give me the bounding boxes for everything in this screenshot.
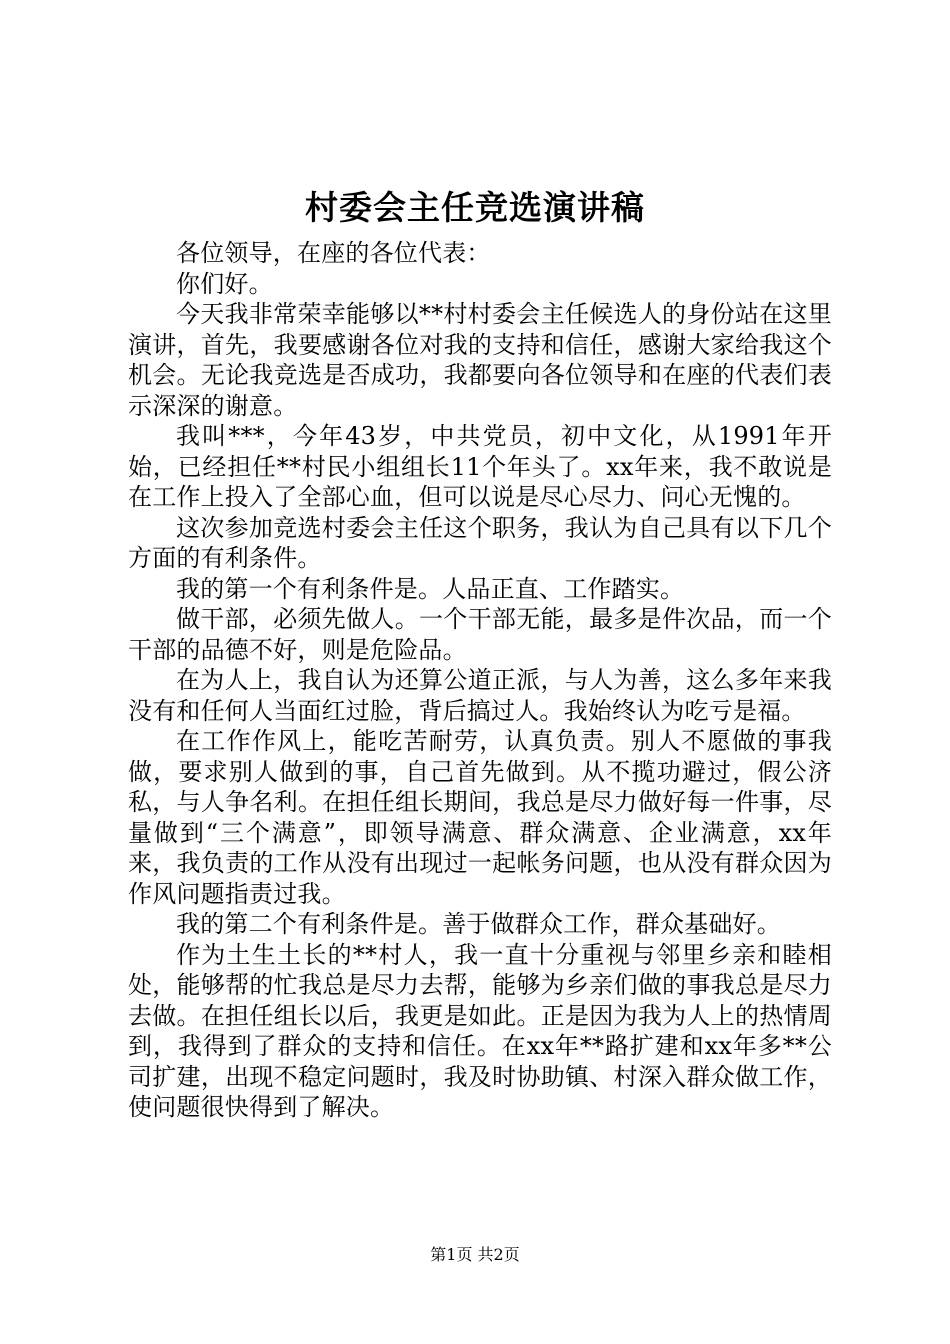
paragraph-community: 作为土生土长的**村人，我一直十分重视与邻里乡亲和睦相处，能够帮的忙我总是尽力去帮，能够为乡亲们做的事我总是尽力去做。在担任组长以后，我更是如此。正是因为我为人上的热情周到，我得到了群众的支持和信任。在xx年**路扩建和xx年多**公司扩建，出现不稳定问题时，我及时协助镇、村深入群众做工作，使问题很快得到了解决。 (128, 940, 832, 1121)
document-body (128, 238, 832, 1123)
paragraph-second-condition: 我的第二个有利条件是。善于做群众工作，群众基础好。 (176, 910, 781, 938)
paragraph-self-introduction: 我叫***，今年43岁，中共党员，初中文化，从1991年开始，已经担任**村民小组组长11个年头了。xx年来，我不敢说是在工作上投入了全部心血，但可以说是尽心尽力、问心无愧的。 (128, 422, 832, 511)
paragraph-intro: 今天我非常荣幸能够以**村村委会主任候选人的身份站在这里演讲，首先，我要感谢各位对我的支持和信任，感谢大家给我这个机会。无论我竞选是否成功，我都要向各位领导和在座的代表们表示深深的谢意。 (128, 300, 832, 420)
paragraph-character: 做干部，必须先做人。一个干部无能，最多是件次品，而一个干部的品德不好，则是危险品。 (128, 605, 832, 664)
paragraph-conduct: 在为人上，我自认为还算公道正派，与人为善，这么多年来我没有和任何人当面红过脸，背后搞过人。我始终认为吃亏是福。 (128, 666, 832, 725)
document-title: 村委会主任竞选演讲稿 (305, 188, 645, 227)
paragraph-first-condition: 我的第一个有利条件是。人品正直、工作踏实。 (176, 574, 685, 603)
paragraph-greeting: 各位领导，在座的各位代表： (176, 239, 491, 267)
paragraph-conditions-lead: 这次参加竞选村委会主任这个职务，我认为自己具有以下几个方面的有利条件。 (128, 513, 832, 572)
paragraph-work-style: 在工作作风上，能吃苦耐劳，认真负责。别人不愿做的事我做，要求别人做到的事，自己首先做到。从不揽功避过，假公济私，与人争名利。在担任组长期间，我总是尽力做好每一件事，尽量做到“三个满意”，即领导满意、群众满意、企业满意，xx年来，我负责的工作从没有出现过一起帐务问题，也从没有群众因为作风问题指责过我。 (128, 727, 832, 908)
page-footer: 第1页 共2页 (430, 1245, 520, 1264)
paragraph-hello: 你们好。 (176, 269, 273, 298)
